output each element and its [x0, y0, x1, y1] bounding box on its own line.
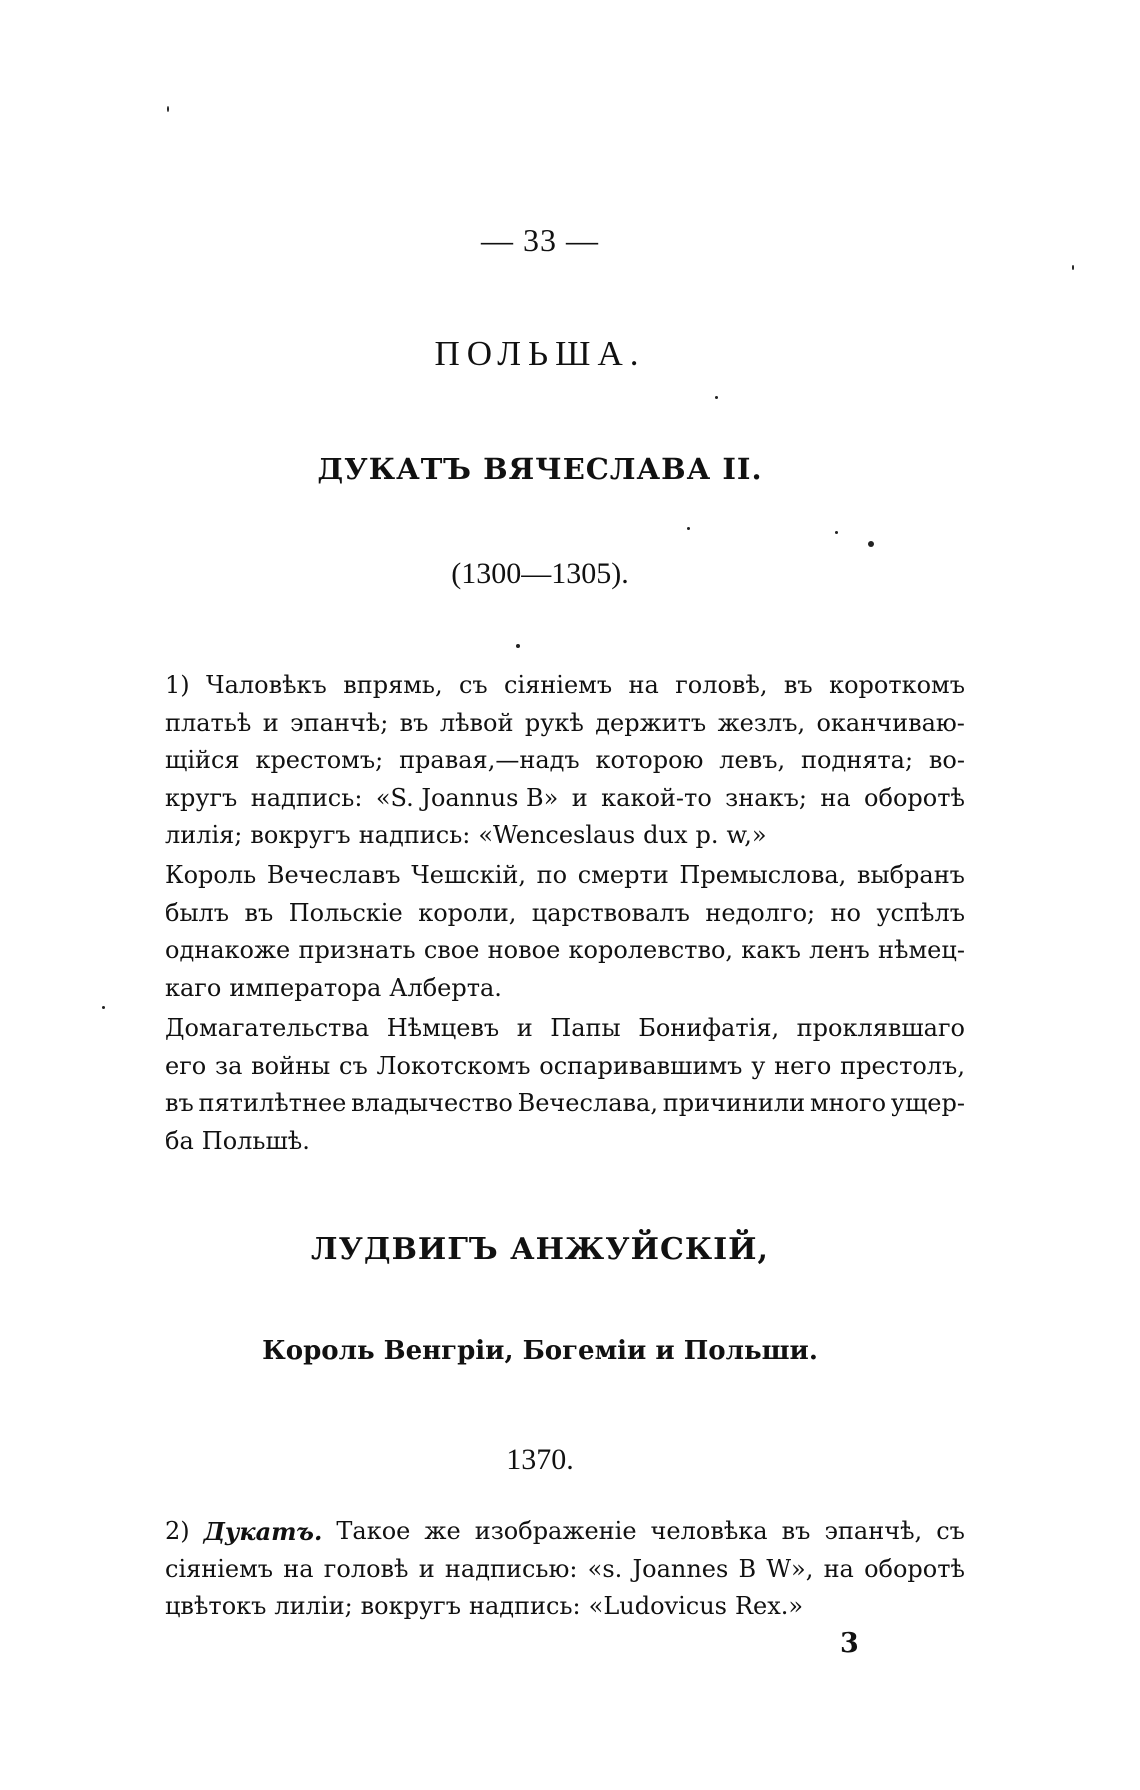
- word: «S. Joannus B»: [375, 783, 559, 812]
- word: оборотѣ: [864, 783, 965, 812]
- word: Joannes: [632, 1554, 729, 1583]
- word: Бонифатія,: [638, 1014, 780, 1042]
- word: съ: [339, 1051, 368, 1080]
- text-line: [165, 817, 965, 855]
- text-line: [165, 780, 965, 818]
- scan-speck: [102, 1006, 105, 1009]
- word: императора: [229, 973, 382, 1002]
- page-number: — 33 —: [481, 222, 599, 258]
- word: B: [738, 1554, 757, 1583]
- word: надпись:: [250, 783, 363, 812]
- text-line: [165, 1048, 965, 1086]
- word: признать: [298, 936, 416, 964]
- word: вокругъ: [360, 1592, 461, 1620]
- word: 1): [165, 671, 190, 699]
- word: поднята;: [801, 746, 914, 774]
- word: W»,: [766, 1554, 814, 1583]
- word: головѣ: [323, 1554, 409, 1583]
- word: на: [820, 783, 851, 812]
- word: оборотѣ: [864, 1554, 965, 1583]
- word: смерти: [577, 861, 669, 889]
- word: въ: [783, 671, 813, 699]
- word: p.: [695, 821, 719, 849]
- word: выбранъ: [856, 861, 965, 889]
- text-line: [165, 1010, 965, 1048]
- word: левъ,: [719, 746, 786, 774]
- word: владычество: [351, 1089, 513, 1117]
- word: пятилѣтнее: [198, 1089, 347, 1117]
- word: сіяніемъ: [504, 671, 613, 699]
- word: недолго;: [705, 898, 816, 927]
- word: Вечеславъ: [266, 861, 401, 889]
- word: войны: [251, 1051, 331, 1080]
- text-line: [165, 1085, 965, 1123]
- word: новое: [487, 936, 561, 964]
- word: на: [283, 1554, 314, 1583]
- word: знакъ;: [725, 783, 807, 812]
- word: 2): [165, 1517, 190, 1545]
- word: держитъ: [595, 708, 707, 737]
- word: же: [424, 1517, 461, 1545]
- paragraph-consequences: [165, 1010, 965, 1160]
- word: съ: [936, 1517, 965, 1545]
- word: короткомъ: [829, 671, 965, 699]
- reign-years: (1300—1305).: [451, 557, 629, 590]
- word: Алберта.: [389, 973, 502, 1002]
- word: Rex.»: [734, 1592, 804, 1620]
- text-line: [165, 970, 965, 1008]
- word: человѣка: [650, 1517, 768, 1545]
- section-year: 1370.: [506, 1443, 574, 1476]
- word: престолъ,: [840, 1051, 965, 1080]
- word: каго: [165, 973, 222, 1002]
- word: надписью:: [444, 1554, 578, 1583]
- word: но: [830, 898, 861, 927]
- paragraph-description: [165, 667, 965, 855]
- word: королевство,: [568, 936, 734, 964]
- word: Премыслова,: [679, 861, 847, 889]
- word: рукѣ: [524, 708, 584, 737]
- text-line: [165, 1123, 965, 1161]
- text-line: [165, 705, 965, 743]
- text-line: [165, 667, 965, 705]
- text-line: [165, 1588, 965, 1626]
- text-line: [165, 932, 965, 970]
- word: причинили: [662, 1089, 806, 1117]
- paragraph-history: [165, 857, 965, 1007]
- word: свое: [423, 936, 480, 964]
- word: Дукатъ.: [203, 1517, 323, 1546]
- word: Локотскомъ: [376, 1051, 531, 1080]
- word: впрямь,: [343, 671, 443, 699]
- scan-speck: [1072, 265, 1074, 270]
- text-line: [165, 857, 965, 895]
- text-line: [165, 1551, 965, 1589]
- signature-mark: 3: [840, 1628, 859, 1659]
- section-title-ludwig: ЛУДВИГЪ АНЖУЙСКІЙ,: [311, 1232, 769, 1267]
- word: Польскіе: [288, 898, 403, 927]
- word: нѣмец-: [878, 936, 965, 964]
- text-line: [165, 895, 965, 933]
- scan-speck: [687, 527, 690, 530]
- word: головѣ,: [675, 671, 768, 699]
- word: эпанчѣ,: [824, 1517, 923, 1545]
- word: лиліи;: [274, 1592, 353, 1620]
- word: Чешскій,: [411, 861, 526, 889]
- word: въ: [165, 1089, 194, 1117]
- word: его: [165, 1051, 207, 1080]
- word: dux: [643, 821, 688, 849]
- word: былъ: [165, 898, 230, 927]
- word: однакоже: [165, 936, 291, 964]
- word: Чаловѣкъ: [206, 671, 327, 699]
- text-line: [165, 742, 965, 780]
- word: Такое: [336, 1517, 411, 1545]
- section-subtitle: Король Венгріи, Богеміи и Польши.: [262, 1336, 818, 1366]
- paragraph-ducat-2: [165, 1513, 965, 1626]
- scan-speck: [167, 106, 169, 112]
- word: за: [215, 1051, 243, 1080]
- word: жезлъ,: [717, 708, 806, 737]
- word: лилія;: [165, 821, 243, 849]
- word: «s.: [587, 1554, 623, 1583]
- word: Король: [165, 861, 257, 889]
- word: w,»: [726, 821, 767, 849]
- word: ба: [165, 1126, 194, 1155]
- word: оканчиваю-: [816, 708, 965, 737]
- word: Папы: [550, 1014, 621, 1042]
- word: вокругъ: [250, 821, 351, 849]
- word: «Ludovicus: [588, 1592, 727, 1620]
- word: и: [418, 1554, 435, 1583]
- word: какой-то: [601, 783, 712, 812]
- word: изображеніе: [474, 1517, 637, 1545]
- word: въ: [244, 898, 274, 927]
- word: него: [774, 1051, 832, 1080]
- word: во-: [928, 746, 965, 774]
- word: кругъ: [165, 783, 238, 812]
- scan-speck: [516, 644, 520, 648]
- word: которою: [595, 746, 704, 774]
- word: успѣлъ: [876, 898, 965, 927]
- scan-speck: [835, 531, 838, 534]
- word: по: [536, 861, 568, 889]
- word: щійся: [165, 746, 240, 774]
- section-title-ducat: ДУКАТЪ ВЯЧЕСЛАВА II.: [317, 452, 763, 486]
- word: надпись:: [468, 1592, 581, 1620]
- word: цвѣтокъ: [165, 1592, 267, 1620]
- scan-speck: [715, 396, 718, 399]
- word: короли,: [418, 898, 517, 927]
- word: лѣвой: [439, 708, 514, 737]
- word: Домагательства: [165, 1014, 370, 1042]
- word: Польшѣ.: [201, 1126, 310, 1155]
- word: «Wenceslaus: [478, 821, 636, 849]
- word: эпанчѣ;: [290, 708, 389, 737]
- text-line: [165, 1513, 965, 1551]
- word: Нѣмцевъ: [386, 1014, 500, 1042]
- word: на: [823, 1554, 854, 1583]
- word: сіяніемъ: [165, 1554, 274, 1583]
- word: и: [571, 783, 588, 812]
- word: въ: [399, 708, 429, 737]
- word: правая,—надъ: [399, 746, 580, 774]
- word: крестомъ;: [255, 746, 384, 774]
- word: ленъ: [809, 936, 870, 964]
- word: проклявшаго: [796, 1014, 965, 1042]
- word: много: [809, 1089, 887, 1117]
- word: надпись:: [358, 821, 471, 849]
- word: оспаривавшимъ: [539, 1051, 743, 1080]
- word: на: [628, 671, 659, 699]
- word: какъ: [741, 936, 801, 964]
- country-heading: ПОЛЬША.: [434, 334, 646, 373]
- word: въ: [781, 1517, 811, 1545]
- word: у: [751, 1051, 766, 1080]
- word: Вечеслава,: [517, 1089, 658, 1117]
- word: и: [516, 1014, 533, 1042]
- scan-speck: [868, 541, 874, 547]
- word: и: [262, 708, 279, 737]
- word: платьѣ: [165, 708, 252, 737]
- word: царствовалъ: [531, 898, 690, 927]
- word: ущер-: [890, 1089, 965, 1117]
- word: съ: [458, 671, 488, 699]
